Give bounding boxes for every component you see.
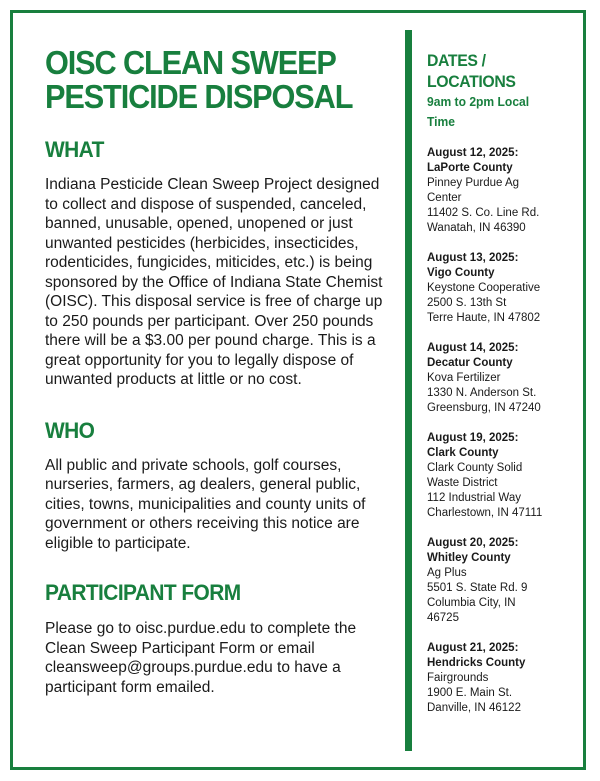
location-date: August 13, 2025:	[427, 252, 519, 264]
who-heading: WHO	[45, 417, 95, 443]
location-address-line: Center	[427, 192, 462, 204]
location-item	[427, 251, 577, 326]
what-body: Indiana Pesticide Clean Sweep Project designed to collect and dispose of suspended, canceled, banned, unusable, opened, unopened or just unwanted pesticides (herbicides, insecticides, rodenticides, fungicides, miticides, etc.) is being sponsored by the Office of Indiana State Chemist (OISC). This disposal service is free of charge up to 250 pounds per participant. Over 250 pounds there will be a $3.00 per pound charge. This is a great opportunity for you to legally dispose of unwanted products at little or no cost.	[45, 176, 383, 388]
column-divider	[405, 30, 412, 751]
location-address-line: Danville, IN 46122	[427, 702, 521, 714]
location-address-line: 11402 S. Co. Line Rd.	[427, 207, 540, 219]
location-item	[427, 431, 577, 521]
location-address-line: Terre Haute, IN 47802	[427, 312, 541, 324]
location-address-line: Greensburg, IN 47240	[427, 402, 541, 414]
location-date: August 19, 2025:	[427, 432, 519, 444]
page-title	[45, 46, 366, 114]
what-heading: WHAT	[45, 137, 104, 162]
location-date: August 21, 2025:	[427, 642, 519, 654]
location-county: Whitley County	[427, 552, 511, 564]
sidebar-subtitle-line-2: Time	[427, 114, 456, 129]
location-address-line: 5501 S. State Rd. 9	[427, 582, 528, 594]
main-column	[45, 46, 390, 697]
who-body: All public and private schools, golf courses, nurseries, farmers, ag dealers, general public, cities, towns, municipalities and county units of government or others receiving this notice are eligible to participate.	[45, 456, 366, 552]
location-address-line: Waste District	[427, 477, 498, 489]
location-date: August 12, 2025:	[427, 147, 519, 159]
location-county: Hendricks County	[427, 657, 526, 669]
location-item	[427, 536, 577, 626]
location-item	[427, 146, 577, 236]
location-county: Clark County	[427, 447, 499, 459]
location-address-line: 2500 S. 13th St	[427, 297, 507, 309]
location-address-line: 112 Industrial Way	[427, 492, 521, 504]
location-address-line: 46725	[427, 612, 459, 624]
location-address-line: 1900 E. Main St.	[427, 687, 513, 699]
sidebar-subtitle-line-1: 9am to 2pm Local	[427, 94, 530, 109]
location-item	[427, 641, 577, 716]
location-address-line: Charlestown, IN 47111	[427, 507, 543, 519]
sidebar-title	[427, 50, 567, 92]
participant-form-heading: PARTICIPANT FORM	[45, 580, 241, 605]
sidebar-subtitle	[427, 92, 567, 132]
location-address-line: Clark County Solid	[427, 462, 523, 474]
title-line-1: OISC CLEAN SWEEP	[45, 44, 336, 81]
sidebar-title-line-2: LOCATIONS	[427, 72, 516, 91]
location-date: August 14, 2025:	[427, 342, 519, 354]
location-address-line: Kova Fertilizer	[427, 372, 501, 384]
sidebar-title-line-1: DATES /	[427, 51, 486, 70]
location-item	[427, 341, 577, 416]
location-address-line: Keystone Cooperative	[427, 282, 541, 294]
location-address-line: Ag Plus	[427, 567, 467, 579]
participant-form-body: Please go to oisc.purdue.edu to complete the Clean Sweep Participant Form or email cleansweep@groups.purdue.edu to have a participant form emailed.	[45, 620, 357, 696]
location-county: LaPorte County	[427, 162, 513, 174]
location-list	[427, 146, 577, 716]
location-county: Decatur County	[427, 357, 513, 369]
location-address-line: 1330 N. Anderson St.	[427, 387, 537, 399]
location-date: August 20, 2025:	[427, 537, 519, 549]
title-line-2: PESTICIDE DISPOSAL	[45, 78, 353, 115]
location-address-line: Columbia City, IN	[427, 597, 516, 609]
location-address-line: Wanatah, IN 46390	[427, 222, 526, 234]
location-address-line: Pinney Purdue Ag	[427, 177, 520, 189]
sidebar	[427, 50, 577, 716]
location-county: Vigo County	[427, 267, 495, 279]
location-address-line: Fairgrounds	[427, 672, 489, 684]
